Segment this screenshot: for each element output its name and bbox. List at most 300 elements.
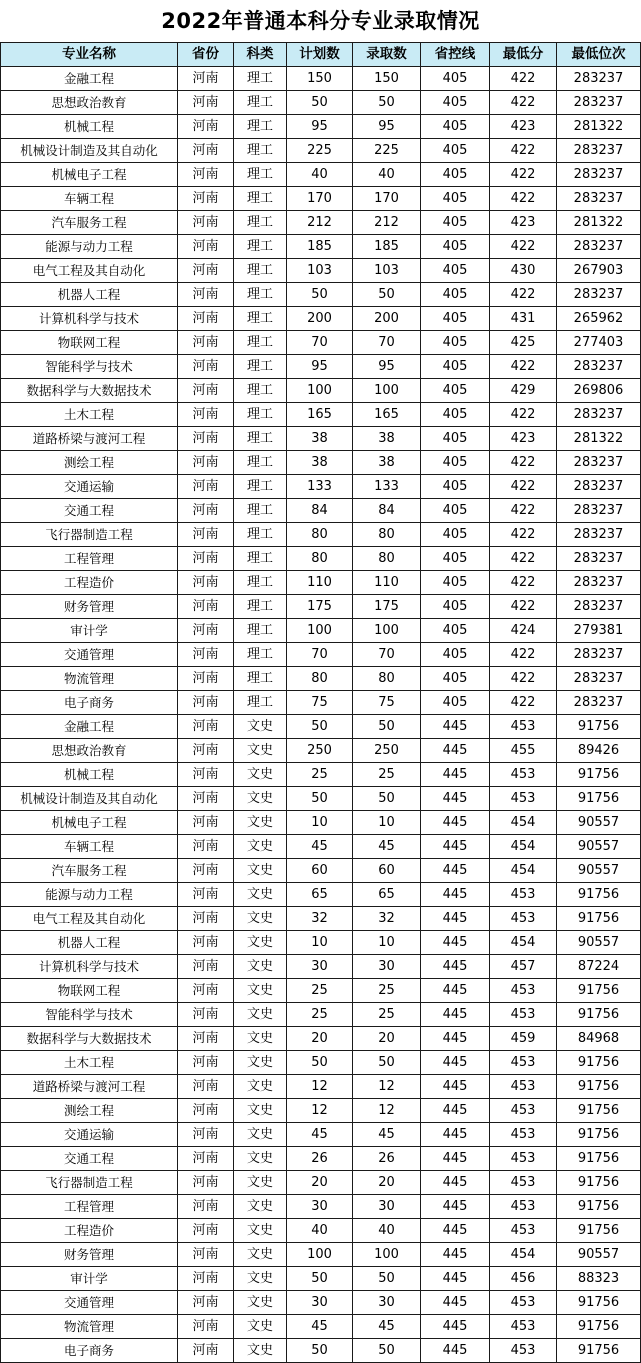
cell-province: 河南 xyxy=(178,1003,234,1027)
cell-major: 机械工程 xyxy=(1,763,178,787)
table-body xyxy=(1,67,641,1363)
cell-admitted-count: 10 xyxy=(353,811,421,835)
cell-province: 河南 xyxy=(178,499,234,523)
cell-plan-count: 80 xyxy=(287,547,353,571)
cell-min-rank: 91756 xyxy=(557,1171,641,1195)
cell-major: 车辆工程 xyxy=(1,835,178,859)
table-row xyxy=(1,211,641,235)
table-row xyxy=(1,1243,641,1267)
cell-province: 河南 xyxy=(178,1195,234,1219)
cell-admitted-count: 80 xyxy=(353,523,421,547)
cell-min-rank: 283237 xyxy=(557,691,641,715)
cell-major: 物流管理 xyxy=(1,1315,178,1339)
cell-admitted-count: 100 xyxy=(353,1243,421,1267)
cell-category: 文史 xyxy=(234,715,287,739)
table-row xyxy=(1,67,641,91)
cell-major: 测绘工程 xyxy=(1,451,178,475)
cell-province: 河南 xyxy=(178,619,234,643)
cell-province: 河南 xyxy=(178,1099,234,1123)
cell-major: 计算机科学与技术 xyxy=(1,955,178,979)
cell-province: 河南 xyxy=(178,115,234,139)
cell-category: 理工 xyxy=(234,187,287,211)
table-row xyxy=(1,739,641,763)
cell-min-score: 453 xyxy=(490,1003,557,1027)
cell-admitted-count: 45 xyxy=(353,1123,421,1147)
cell-admitted-count: 100 xyxy=(353,619,421,643)
cell-province: 河南 xyxy=(178,907,234,931)
cell-min-score: 422 xyxy=(490,643,557,667)
cell-admitted-count: 95 xyxy=(353,115,421,139)
cell-major: 数据科学与大数据技术 xyxy=(1,1027,178,1051)
cell-plan-count: 95 xyxy=(287,355,353,379)
cell-province: 河南 xyxy=(178,547,234,571)
cell-province: 河南 xyxy=(178,595,234,619)
cell-plan-count: 84 xyxy=(287,499,353,523)
cell-category: 文史 xyxy=(234,835,287,859)
cell-min-score: 453 xyxy=(490,1099,557,1123)
table-row xyxy=(1,1003,641,1027)
cell-admitted-count: 26 xyxy=(353,1147,421,1171)
cell-min-rank: 281322 xyxy=(557,115,641,139)
cell-major: 金融工程 xyxy=(1,715,178,739)
cell-admitted-count: 30 xyxy=(353,1195,421,1219)
cell-category: 理工 xyxy=(234,547,287,571)
cell-control-line: 405 xyxy=(421,283,490,307)
cell-min-rank: 283237 xyxy=(557,643,641,667)
cell-min-rank: 91756 xyxy=(557,1291,641,1315)
table-row xyxy=(1,1027,641,1051)
cell-admitted-count: 80 xyxy=(353,547,421,571)
cell-major: 飞行器制造工程 xyxy=(1,523,178,547)
cell-plan-count: 40 xyxy=(287,1219,353,1243)
cell-min-score: 422 xyxy=(490,355,557,379)
cell-min-rank: 91756 xyxy=(557,1003,641,1027)
cell-category: 理工 xyxy=(234,427,287,451)
cell-admitted-count: 185 xyxy=(353,235,421,259)
cell-category: 理工 xyxy=(234,451,287,475)
cell-min-score: 457 xyxy=(490,955,557,979)
table-row xyxy=(1,835,641,859)
table-row xyxy=(1,163,641,187)
cell-min-rank: 283237 xyxy=(557,403,641,427)
table-row xyxy=(1,139,641,163)
cell-min-rank: 91756 xyxy=(557,787,641,811)
cell-admitted-count: 50 xyxy=(353,1267,421,1291)
cell-plan-count: 103 xyxy=(287,259,353,283)
cell-province: 河南 xyxy=(178,427,234,451)
cell-control-line: 405 xyxy=(421,523,490,547)
cell-admitted-count: 80 xyxy=(353,667,421,691)
cell-control-line: 405 xyxy=(421,115,490,139)
cell-province: 河南 xyxy=(178,691,234,715)
cell-major: 汽车服务工程 xyxy=(1,211,178,235)
cell-control-line: 445 xyxy=(421,1027,490,1051)
cell-plan-count: 212 xyxy=(287,211,353,235)
cell-admitted-count: 40 xyxy=(353,1219,421,1243)
cell-province: 河南 xyxy=(178,1051,234,1075)
cell-admitted-count: 225 xyxy=(353,139,421,163)
cell-admitted-count: 50 xyxy=(353,283,421,307)
cell-province: 河南 xyxy=(178,379,234,403)
cell-admitted-count: 170 xyxy=(353,187,421,211)
cell-min-score: 453 xyxy=(490,1291,557,1315)
cell-plan-count: 225 xyxy=(287,139,353,163)
cell-min-score: 429 xyxy=(490,379,557,403)
cell-province: 河南 xyxy=(178,715,234,739)
cell-major: 审计学 xyxy=(1,619,178,643)
cell-major: 交通管理 xyxy=(1,643,178,667)
cell-min-rank: 283237 xyxy=(557,667,641,691)
cell-min-score: 453 xyxy=(490,1051,557,1075)
cell-control-line: 405 xyxy=(421,307,490,331)
cell-category: 理工 xyxy=(234,67,287,91)
cell-min-score: 422 xyxy=(490,163,557,187)
cell-admitted-count: 50 xyxy=(353,1339,421,1363)
cell-min-rank: 265962 xyxy=(557,307,641,331)
cell-category: 文史 xyxy=(234,1267,287,1291)
cell-province: 河南 xyxy=(178,1291,234,1315)
cell-province: 河南 xyxy=(178,523,234,547)
cell-province: 河南 xyxy=(178,1219,234,1243)
cell-category: 文史 xyxy=(234,1099,287,1123)
cell-category: 理工 xyxy=(234,259,287,283)
cell-plan-count: 50 xyxy=(287,1051,353,1075)
cell-major: 计算机科学与技术 xyxy=(1,307,178,331)
table-row xyxy=(1,1267,641,1291)
cell-major: 机械工程 xyxy=(1,115,178,139)
cell-min-rank: 277403 xyxy=(557,331,641,355)
cell-control-line: 405 xyxy=(421,547,490,571)
cell-category: 文史 xyxy=(234,1003,287,1027)
cell-plan-count: 110 xyxy=(287,571,353,595)
cell-major: 土木工程 xyxy=(1,1051,178,1075)
cell-plan-count: 45 xyxy=(287,835,353,859)
cell-admitted-count: 50 xyxy=(353,715,421,739)
table-row xyxy=(1,571,641,595)
cell-province: 河南 xyxy=(178,1171,234,1195)
cell-control-line: 405 xyxy=(421,571,490,595)
cell-province: 河南 xyxy=(178,451,234,475)
cell-control-line: 445 xyxy=(421,859,490,883)
cell-control-line: 445 xyxy=(421,1195,490,1219)
cell-control-line: 445 xyxy=(421,811,490,835)
cell-province: 河南 xyxy=(178,475,234,499)
cell-min-rank: 91756 xyxy=(557,715,641,739)
cell-control-line: 405 xyxy=(421,235,490,259)
table-header-row xyxy=(1,43,641,67)
cell-admitted-count: 30 xyxy=(353,1291,421,1315)
cell-plan-count: 25 xyxy=(287,763,353,787)
cell-admitted-count: 60 xyxy=(353,859,421,883)
cell-min-score: 422 xyxy=(490,91,557,115)
cell-major: 工程管理 xyxy=(1,547,178,571)
cell-control-line: 405 xyxy=(421,163,490,187)
cell-min-score: 422 xyxy=(490,691,557,715)
table-row xyxy=(1,523,641,547)
cell-min-rank: 91756 xyxy=(557,1195,641,1219)
table-row xyxy=(1,187,641,211)
cell-plan-count: 20 xyxy=(287,1171,353,1195)
table-row xyxy=(1,1051,641,1075)
cell-plan-count: 30 xyxy=(287,1291,353,1315)
cell-control-line: 405 xyxy=(421,331,490,355)
cell-min-score: 453 xyxy=(490,715,557,739)
cell-min-score: 459 xyxy=(490,1027,557,1051)
cell-category: 理工 xyxy=(234,475,287,499)
cell-category: 理工 xyxy=(234,667,287,691)
cell-category: 文史 xyxy=(234,1195,287,1219)
cell-min-rank: 283237 xyxy=(557,499,641,523)
cell-control-line: 405 xyxy=(421,499,490,523)
table-row xyxy=(1,307,641,331)
cell-category: 理工 xyxy=(234,379,287,403)
cell-min-score: 453 xyxy=(490,1315,557,1339)
cell-category: 理工 xyxy=(234,523,287,547)
cell-plan-count: 95 xyxy=(287,115,353,139)
cell-category: 理工 xyxy=(234,283,287,307)
cell-plan-count: 10 xyxy=(287,931,353,955)
cell-province: 河南 xyxy=(178,955,234,979)
cell-province: 河南 xyxy=(178,667,234,691)
cell-min-rank: 281322 xyxy=(557,211,641,235)
header-control-line: 省控线 xyxy=(421,43,490,67)
cell-category: 文史 xyxy=(234,859,287,883)
cell-plan-count: 50 xyxy=(287,787,353,811)
cell-control-line: 405 xyxy=(421,595,490,619)
cell-major: 机械电子工程 xyxy=(1,811,178,835)
cell-min-score: 454 xyxy=(490,811,557,835)
cell-min-score: 422 xyxy=(490,451,557,475)
cell-plan-count: 75 xyxy=(287,691,353,715)
cell-min-rank: 281322 xyxy=(557,427,641,451)
cell-major: 交通工程 xyxy=(1,1147,178,1171)
cell-major: 电气工程及其自动化 xyxy=(1,259,178,283)
cell-major: 工程造价 xyxy=(1,1219,178,1243)
cell-admitted-count: 25 xyxy=(353,979,421,1003)
cell-plan-count: 165 xyxy=(287,403,353,427)
table-row xyxy=(1,979,641,1003)
cell-control-line: 405 xyxy=(421,427,490,451)
cell-min-rank: 283237 xyxy=(557,595,641,619)
cell-category: 文史 xyxy=(234,811,287,835)
cell-control-line: 405 xyxy=(421,619,490,643)
cell-admitted-count: 110 xyxy=(353,571,421,595)
cell-major: 电子商务 xyxy=(1,691,178,715)
cell-min-rank: 91756 xyxy=(557,1339,641,1363)
cell-control-line: 445 xyxy=(421,1291,490,1315)
cell-admitted-count: 50 xyxy=(353,1051,421,1075)
table-row xyxy=(1,1147,641,1171)
cell-min-rank: 90557 xyxy=(557,859,641,883)
cell-category: 文史 xyxy=(234,1339,287,1363)
table-row xyxy=(1,403,641,427)
cell-control-line: 445 xyxy=(421,787,490,811)
cell-control-line: 445 xyxy=(421,979,490,1003)
cell-control-line: 445 xyxy=(421,1171,490,1195)
cell-control-line: 445 xyxy=(421,1315,490,1339)
cell-control-line: 405 xyxy=(421,403,490,427)
cell-major: 道路桥梁与渡河工程 xyxy=(1,427,178,451)
cell-control-line: 405 xyxy=(421,355,490,379)
cell-min-score: 454 xyxy=(490,859,557,883)
cell-major: 汽车服务工程 xyxy=(1,859,178,883)
cell-province: 河南 xyxy=(178,1267,234,1291)
cell-province: 河南 xyxy=(178,739,234,763)
cell-major: 财务管理 xyxy=(1,1243,178,1267)
cell-min-score: 423 xyxy=(490,115,557,139)
cell-plan-count: 80 xyxy=(287,523,353,547)
cell-admitted-count: 200 xyxy=(353,307,421,331)
cell-major: 物联网工程 xyxy=(1,331,178,355)
cell-plan-count: 175 xyxy=(287,595,353,619)
cell-admitted-count: 65 xyxy=(353,883,421,907)
cell-category: 理工 xyxy=(234,355,287,379)
cell-category: 文史 xyxy=(234,1147,287,1171)
cell-plan-count: 100 xyxy=(287,619,353,643)
cell-min-rank: 91756 xyxy=(557,883,641,907)
cell-major: 智能科学与技术 xyxy=(1,355,178,379)
cell-major: 审计学 xyxy=(1,1267,178,1291)
cell-province: 河南 xyxy=(178,1075,234,1099)
cell-category: 文史 xyxy=(234,1315,287,1339)
cell-plan-count: 12 xyxy=(287,1099,353,1123)
cell-plan-count: 70 xyxy=(287,331,353,355)
table-row xyxy=(1,499,641,523)
cell-major: 金融工程 xyxy=(1,67,178,91)
cell-category: 理工 xyxy=(234,643,287,667)
cell-min-rank: 91756 xyxy=(557,1123,641,1147)
cell-control-line: 445 xyxy=(421,931,490,955)
cell-min-rank: 283237 xyxy=(557,523,641,547)
cell-min-rank: 91756 xyxy=(557,1315,641,1339)
cell-category: 文史 xyxy=(234,883,287,907)
cell-major: 物联网工程 xyxy=(1,979,178,1003)
cell-major: 车辆工程 xyxy=(1,187,178,211)
cell-province: 河南 xyxy=(178,163,234,187)
cell-plan-count: 170 xyxy=(287,187,353,211)
cell-category: 理工 xyxy=(234,691,287,715)
cell-min-rank: 283237 xyxy=(557,235,641,259)
cell-control-line: 405 xyxy=(421,475,490,499)
cell-plan-count: 45 xyxy=(287,1123,353,1147)
table-row xyxy=(1,331,641,355)
cell-min-score: 453 xyxy=(490,763,557,787)
cell-plan-count: 185 xyxy=(287,235,353,259)
cell-province: 河南 xyxy=(178,1339,234,1363)
cell-category: 理工 xyxy=(234,403,287,427)
cell-admitted-count: 70 xyxy=(353,331,421,355)
cell-min-score: 453 xyxy=(490,907,557,931)
cell-category: 文史 xyxy=(234,763,287,787)
cell-province: 河南 xyxy=(178,211,234,235)
table-row xyxy=(1,1315,641,1339)
cell-admitted-count: 212 xyxy=(353,211,421,235)
cell-province: 河南 xyxy=(178,235,234,259)
table-row xyxy=(1,691,641,715)
cell-min-rank: 91756 xyxy=(557,1219,641,1243)
header-category: 科类 xyxy=(234,43,287,67)
cell-min-rank: 283237 xyxy=(557,91,641,115)
cell-plan-count: 50 xyxy=(287,283,353,307)
cell-category: 文史 xyxy=(234,1291,287,1315)
cell-min-score: 422 xyxy=(490,523,557,547)
cell-min-score: 423 xyxy=(490,211,557,235)
cell-control-line: 445 xyxy=(421,955,490,979)
cell-major: 能源与动力工程 xyxy=(1,235,178,259)
header-min-rank: 最低位次 xyxy=(557,43,641,67)
cell-control-line: 405 xyxy=(421,187,490,211)
cell-min-score: 453 xyxy=(490,1171,557,1195)
cell-admitted-count: 12 xyxy=(353,1075,421,1099)
cell-admitted-count: 45 xyxy=(353,1315,421,1339)
table-row xyxy=(1,1339,641,1363)
cell-plan-count: 60 xyxy=(287,859,353,883)
cell-control-line: 405 xyxy=(421,139,490,163)
cell-min-score: 453 xyxy=(490,787,557,811)
cell-province: 河南 xyxy=(178,139,234,163)
cell-category: 文史 xyxy=(234,787,287,811)
cell-admitted-count: 10 xyxy=(353,931,421,955)
table-row xyxy=(1,859,641,883)
admission-table xyxy=(0,42,641,1363)
header-major: 专业名称 xyxy=(1,43,178,67)
header-min-score: 最低分 xyxy=(490,43,557,67)
cell-min-score: 453 xyxy=(490,1123,557,1147)
table-row xyxy=(1,91,641,115)
cell-province: 河南 xyxy=(178,1243,234,1267)
cell-admitted-count: 95 xyxy=(353,355,421,379)
cell-admitted-count: 45 xyxy=(353,835,421,859)
cell-admitted-count: 20 xyxy=(353,1027,421,1051)
cell-control-line: 405 xyxy=(421,451,490,475)
cell-admitted-count: 150 xyxy=(353,67,421,91)
cell-category: 文史 xyxy=(234,931,287,955)
cell-category: 理工 xyxy=(234,307,287,331)
cell-plan-count: 70 xyxy=(287,643,353,667)
cell-control-line: 405 xyxy=(421,211,490,235)
page-title: 2022年普通本科分专业录取情况 xyxy=(161,9,480,33)
cell-major: 能源与动力工程 xyxy=(1,883,178,907)
cell-control-line: 445 xyxy=(421,1003,490,1027)
cell-control-line: 445 xyxy=(421,1123,490,1147)
cell-major: 电子商务 xyxy=(1,1339,178,1363)
cell-control-line: 445 xyxy=(421,1219,490,1243)
cell-plan-count: 50 xyxy=(287,715,353,739)
cell-province: 河南 xyxy=(178,835,234,859)
cell-plan-count: 20 xyxy=(287,1027,353,1051)
cell-control-line: 405 xyxy=(421,691,490,715)
cell-min-score: 422 xyxy=(490,547,557,571)
cell-plan-count: 38 xyxy=(287,451,353,475)
table-row xyxy=(1,955,641,979)
cell-min-rank: 91756 xyxy=(557,1075,641,1099)
cell-min-rank: 91756 xyxy=(557,1099,641,1123)
cell-min-score: 454 xyxy=(490,1243,557,1267)
header-province: 省份 xyxy=(178,43,234,67)
cell-plan-count: 30 xyxy=(287,1195,353,1219)
cell-category: 文史 xyxy=(234,1027,287,1051)
cell-admitted-count: 32 xyxy=(353,907,421,931)
cell-category: 文史 xyxy=(234,739,287,763)
cell-control-line: 445 xyxy=(421,1339,490,1363)
cell-admitted-count: 84 xyxy=(353,499,421,523)
cell-control-line: 445 xyxy=(421,1051,490,1075)
cell-category: 理工 xyxy=(234,91,287,115)
cell-admitted-count: 38 xyxy=(353,451,421,475)
cell-province: 河南 xyxy=(178,91,234,115)
cell-min-score: 453 xyxy=(490,883,557,907)
table-row xyxy=(1,1219,641,1243)
